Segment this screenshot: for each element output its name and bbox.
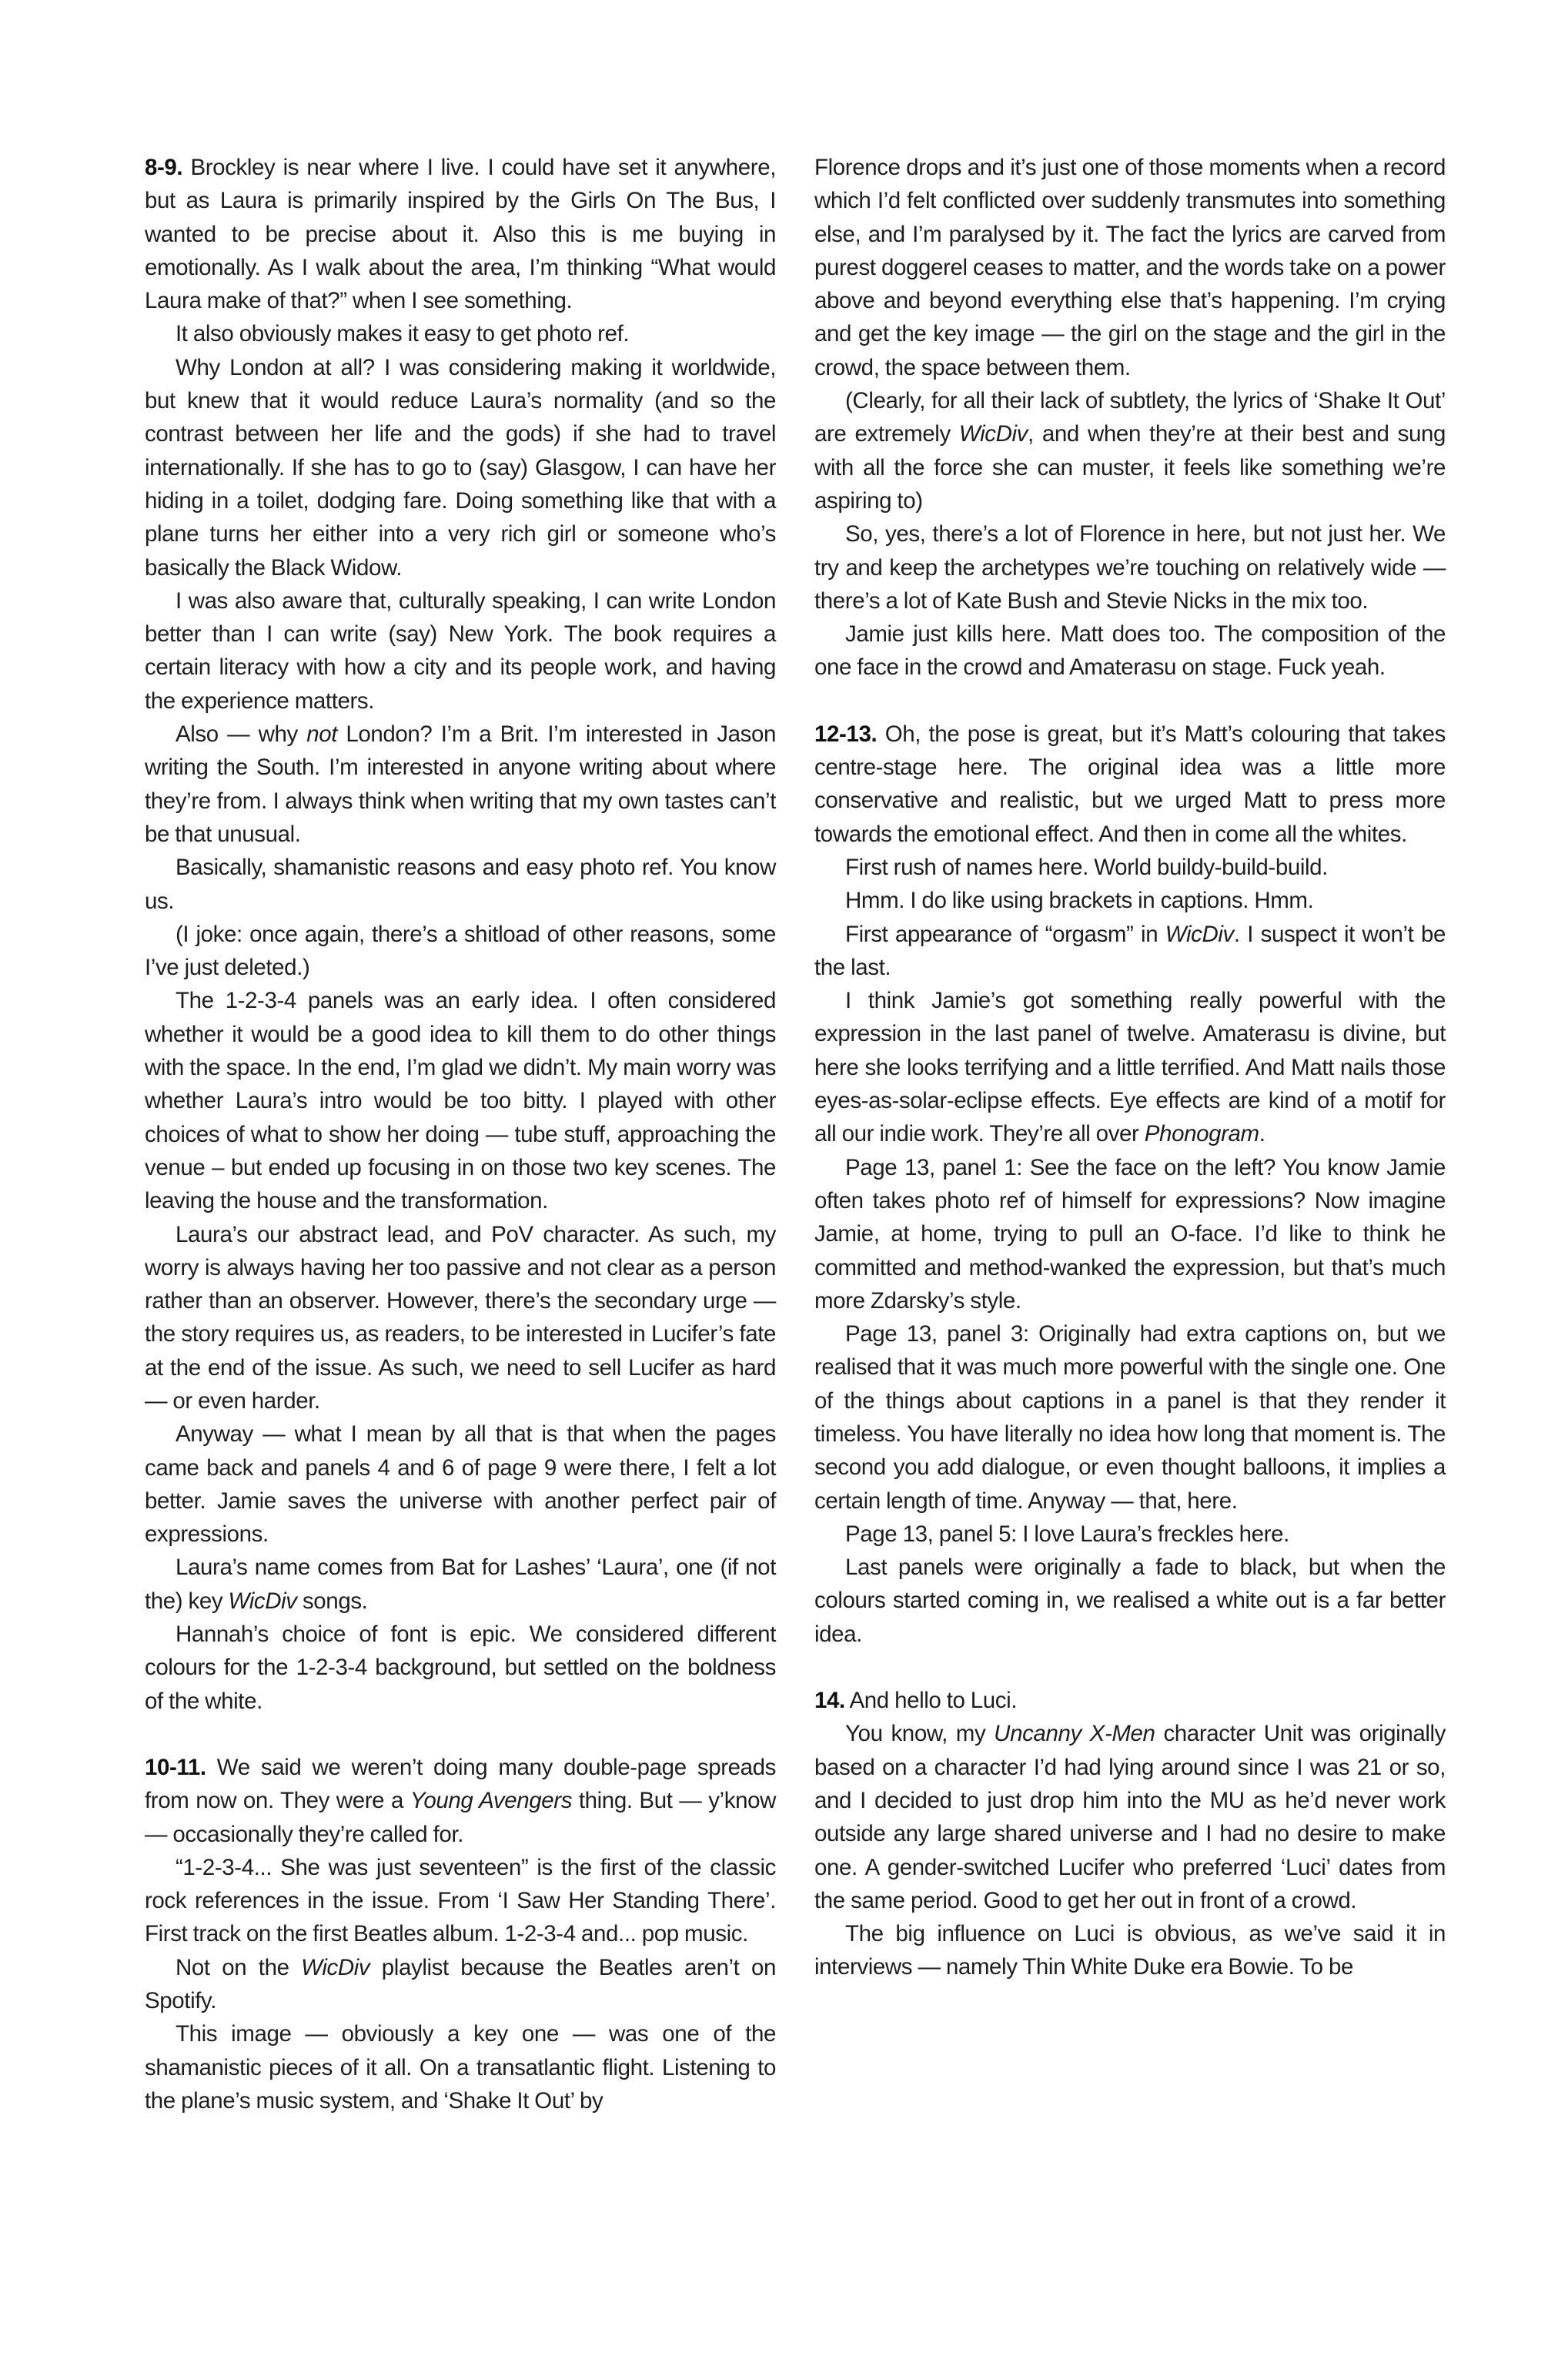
text-run: Laura’s our abstract lead, and PoV character. As such, my worry is always having her too passive and not clear as a person rather than an observer. However, there’s the secondary urge — the story requires us, as readers, to be interested in Lucifer’s fate at the end of the issue. As such, we need to sell Lucifer as hard — or even harder. bbox=[145, 1221, 776, 1414]
right-column bbox=[814, 151, 1446, 1984]
text-run: Oh, the pose is great, but it’s Matt’s colouring that takes centre-stage here. The original idea was a little more conservative and realistic, but we urged Matt to press more towards the emotional effect. And then in come all the whites. bbox=[814, 721, 1446, 847]
paragraph bbox=[814, 884, 1446, 917]
page-number-heading: 14. bbox=[814, 1688, 845, 1714]
commentary-section bbox=[814, 718, 1446, 1651]
text-run: Hmm. I do like using brackets in captions. Hmm. bbox=[845, 888, 1314, 914]
text-run: Laura’s name comes from Bat for Lashes’ ‘Laura’, one (if not the) key bbox=[145, 1555, 776, 1614]
paragraph bbox=[145, 1751, 776, 1851]
text-run: (Clearly, for all their lack of subtlety, the lyrics of ‘Shake It Out’ are extremely bbox=[814, 388, 1446, 447]
paragraph bbox=[145, 351, 776, 584]
paragraph bbox=[814, 618, 1446, 684]
page-number-heading: 8-9. bbox=[145, 155, 183, 180]
italic-title: WicDiv bbox=[301, 1954, 370, 1980]
paragraph bbox=[814, 151, 1446, 384]
text-run: So, yes, there’s a lot of Florence in here, but not just her. We try and keep the archetypes we’re touching on relatively wide — there’s a lot of Kate Bush and Stevie Nicks in the mix too. bbox=[814, 521, 1446, 614]
text-run: Not on the bbox=[176, 1954, 302, 1980]
italic-title: WicDiv bbox=[1165, 921, 1234, 947]
text-run: Page 13, panel 5: I love Laura’s freckles here. bbox=[845, 1521, 1289, 1547]
paragraph bbox=[814, 984, 1446, 1150]
text-run: playlist because the Beatles aren’t on Spotify. bbox=[145, 1954, 777, 2014]
paragraph bbox=[814, 851, 1446, 884]
text-run: Last panels were originally a fade to black, but when the colours started coming in, we realised a white out is a far better idea. bbox=[814, 1555, 1446, 1647]
commentary-section bbox=[814, 151, 1446, 684]
paragraph bbox=[814, 517, 1446, 618]
paragraph bbox=[145, 1417, 776, 1551]
paragraph bbox=[814, 1317, 1446, 1518]
text-run: . I suspect it won’t be the last. bbox=[814, 921, 1446, 980]
paragraph bbox=[145, 1851, 776, 1951]
paragraph bbox=[814, 918, 1446, 985]
paragraph bbox=[145, 1618, 776, 1718]
paragraph bbox=[814, 1917, 1446, 1984]
paragraph bbox=[814, 1551, 1446, 1651]
text-run: I think Jamie’s got something really powerful with the expression in the last panel of twelve. Amaterasu is divine, but here she looks terrifying and a little terrified. And Matt nails those eyes-as-solar-eclipse effects. Eye effects are kind of a motif for all our indie work. They’re all over bbox=[814, 988, 1446, 1147]
text-run: Why London at all? I was considering making it worldwide, but knew that it would reduce Laura’s normality (and so the contrast between her life and the gods) if she had to travel internationally. If she has to go to (say) Glasgow, I can have her hiding in a toilet, dodging fare. Doing something like that with a plane turns her either into a very rich girl or someone who’s basically the Black Widow. bbox=[145, 354, 776, 581]
commentary-section bbox=[814, 1684, 1446, 1984]
paragraph bbox=[145, 718, 776, 851]
text-run: Basically, shamanistic reasons and easy photo ref. You know us. bbox=[145, 855, 776, 914]
text-run: It also obviously makes it easy to get photo ref. bbox=[176, 321, 630, 347]
text-run: The big influence on Luci is obvious, as we’ve said it in interviews — namely Thin White Duke era Bowie. To be bbox=[814, 1921, 1446, 1980]
text-run: You know, my bbox=[845, 1721, 995, 1747]
text-run: songs. bbox=[296, 1588, 368, 1614]
italic-title: not bbox=[306, 721, 338, 748]
paragraph bbox=[145, 2017, 776, 2117]
text-run: character Unit was originally based on a character I’d had lying around since I was 21 or so, and I decided to just drop him into the MU as he’d never work outside any large shared universe and I had no desire to make one. A gender-switched Lucifer who preferred ‘Luci’ dates from the same period. Good to get her out in front of a crowd. bbox=[814, 1721, 1446, 1913]
paragraph bbox=[145, 151, 776, 317]
italic-title: WicDiv bbox=[958, 421, 1028, 447]
text-run: . bbox=[1259, 1121, 1265, 1147]
text-run: The 1-2-3-4 panels was an early idea. I often considered whether it would be a good idea to kill them to do other things with the space. In the end, I’m glad we didn’t. My main worry was whether Laura’s intro would be too bitty. I played with other choices of what to show her doing — tube stuff, approaching the venue – but ended up focusing in on those two key scenes. The leaving the house and the transformation. bbox=[145, 988, 776, 1214]
paragraph bbox=[814, 1717, 1446, 1917]
paragraph bbox=[814, 1518, 1446, 1551]
text-run: Page 13, panel 1: See the face on the left? You know Jamie often takes photo ref of himself for expressions? Now imagine Jamie, at home, trying to pull an O-face. I’d like to think he committed and method-wanked the expression, but that’s much more Zdarsky’s style. bbox=[814, 1154, 1446, 1314]
paragraph bbox=[814, 1151, 1446, 1317]
text-run: Anyway — what I mean by all that is that when the pages came back and panels 4 and 6 of page 9 were there, I felt a lot better. Jamie saves the universe with another perfect pair of expressions. bbox=[145, 1421, 776, 1548]
commentary-section bbox=[145, 151, 776, 1718]
italic-title: Young Avengers bbox=[410, 1788, 573, 1814]
paragraph bbox=[145, 984, 776, 1217]
paragraph bbox=[145, 1951, 776, 2018]
paragraph bbox=[145, 584, 776, 718]
text-run: , and when they’re at their best and sung with all the force she can muster, it feels like something we’re aspiring to) bbox=[814, 421, 1446, 514]
paragraph bbox=[145, 1551, 776, 1618]
text-run: (I joke: once again, there’s a shitload of other reasons, some I’ve just deleted.) bbox=[145, 921, 776, 981]
text-run: Page 13, panel 3: Originally had extra captions on, but we realised that it was much more powerful with the single one. One of the things about captions in a panel is that they render it timeless. You have literally no idea how long that moment is. The second you add dialogue, or even thought balloons, it implies a certain length of time. Anyway — that, here. bbox=[814, 1321, 1446, 1514]
text-run: “1-2-3-4... She was just seventeen” is the first of the classic rock references in the issue. From ‘I Saw Her Standing There’. First track on the first Beatles album. 1-2-3-4 and... pop music. bbox=[145, 1854, 776, 1947]
paragraph bbox=[814, 718, 1446, 851]
text-run: And hello to Luci. bbox=[849, 1688, 1018, 1714]
text-run: I was also aware that, culturally speaking, I can write London better than I can write (say) New York. The book requires a certain literacy with how a city and its people work, and having the experience matters. bbox=[145, 587, 776, 714]
paragraph bbox=[145, 317, 776, 350]
paragraph bbox=[814, 1684, 1446, 1717]
paragraph bbox=[145, 851, 776, 918]
text-run: Jamie just kills here. Matt does too. The composition of the one face in the crowd and Amaterasu on stage. Fuck yeah. bbox=[814, 621, 1446, 681]
italic-title: Phonogram bbox=[1144, 1121, 1259, 1147]
commentary-section bbox=[145, 1751, 776, 2117]
text-run: Florence drops and it’s just one of those moments when a record which I’d felt conflicted over suddenly transmutes into something else, and I’m paralysed by it. The fact the lyrics are carved from purest doggerel ceases to matter, and the words take on a power above and beyond everything else that’s happening. I’m crying and get the key image — the girl on the stage and the girl in the crowd, the space between them. bbox=[814, 155, 1446, 380]
text-run: London? I’m a Brit. I’m interested in Jason writing the South. I’m interested in anyone writing about where they’re from. I always think when writing that my own tastes can’t be that unusual. bbox=[145, 721, 776, 847]
text-run: First appearance of “orgasm” in bbox=[845, 921, 1165, 947]
text-run: This image — obviously a key one — was one of the shamanistic pieces of it all. On a transatlantic flight. Listening to the plane’s music system, and ‘Shake It Out’ by bbox=[145, 2021, 776, 2114]
text-run: thing. But — y’know — occasionally they’re called for. bbox=[145, 1788, 776, 1847]
italic-title: WicDiv bbox=[228, 1588, 297, 1614]
page-number-heading: 10-11. bbox=[145, 1754, 206, 1780]
text-run: Brockley is near where I live. I could have set it anywhere, but as Laura is primarily inspired by the Girls On The Bus, I wanted to be precise about it. Also this is me buying in emotionally. As I walk about the area, I’m thinking “What would Laura make of that?” when I see something. bbox=[145, 155, 776, 314]
text-run: Hannah’s choice of font is epic. We considered different colours for the 1-2-3-4 background, but settled on the boldness of the white. bbox=[145, 1622, 776, 1714]
text-run: First rush of names here. World buildy-build-build. bbox=[845, 854, 1328, 880]
paragraph bbox=[145, 918, 776, 985]
paragraph bbox=[814, 384, 1446, 517]
text-run: We said we weren’t doing many double-page spreads from now on. They were a bbox=[145, 1754, 776, 1814]
text-run: Also — why bbox=[176, 721, 307, 748]
page-number-heading: 12-13. bbox=[814, 721, 878, 747]
italic-title: Uncanny X-Men bbox=[994, 1721, 1155, 1747]
left-column bbox=[145, 151, 776, 2117]
paragraph bbox=[145, 1218, 776, 1418]
